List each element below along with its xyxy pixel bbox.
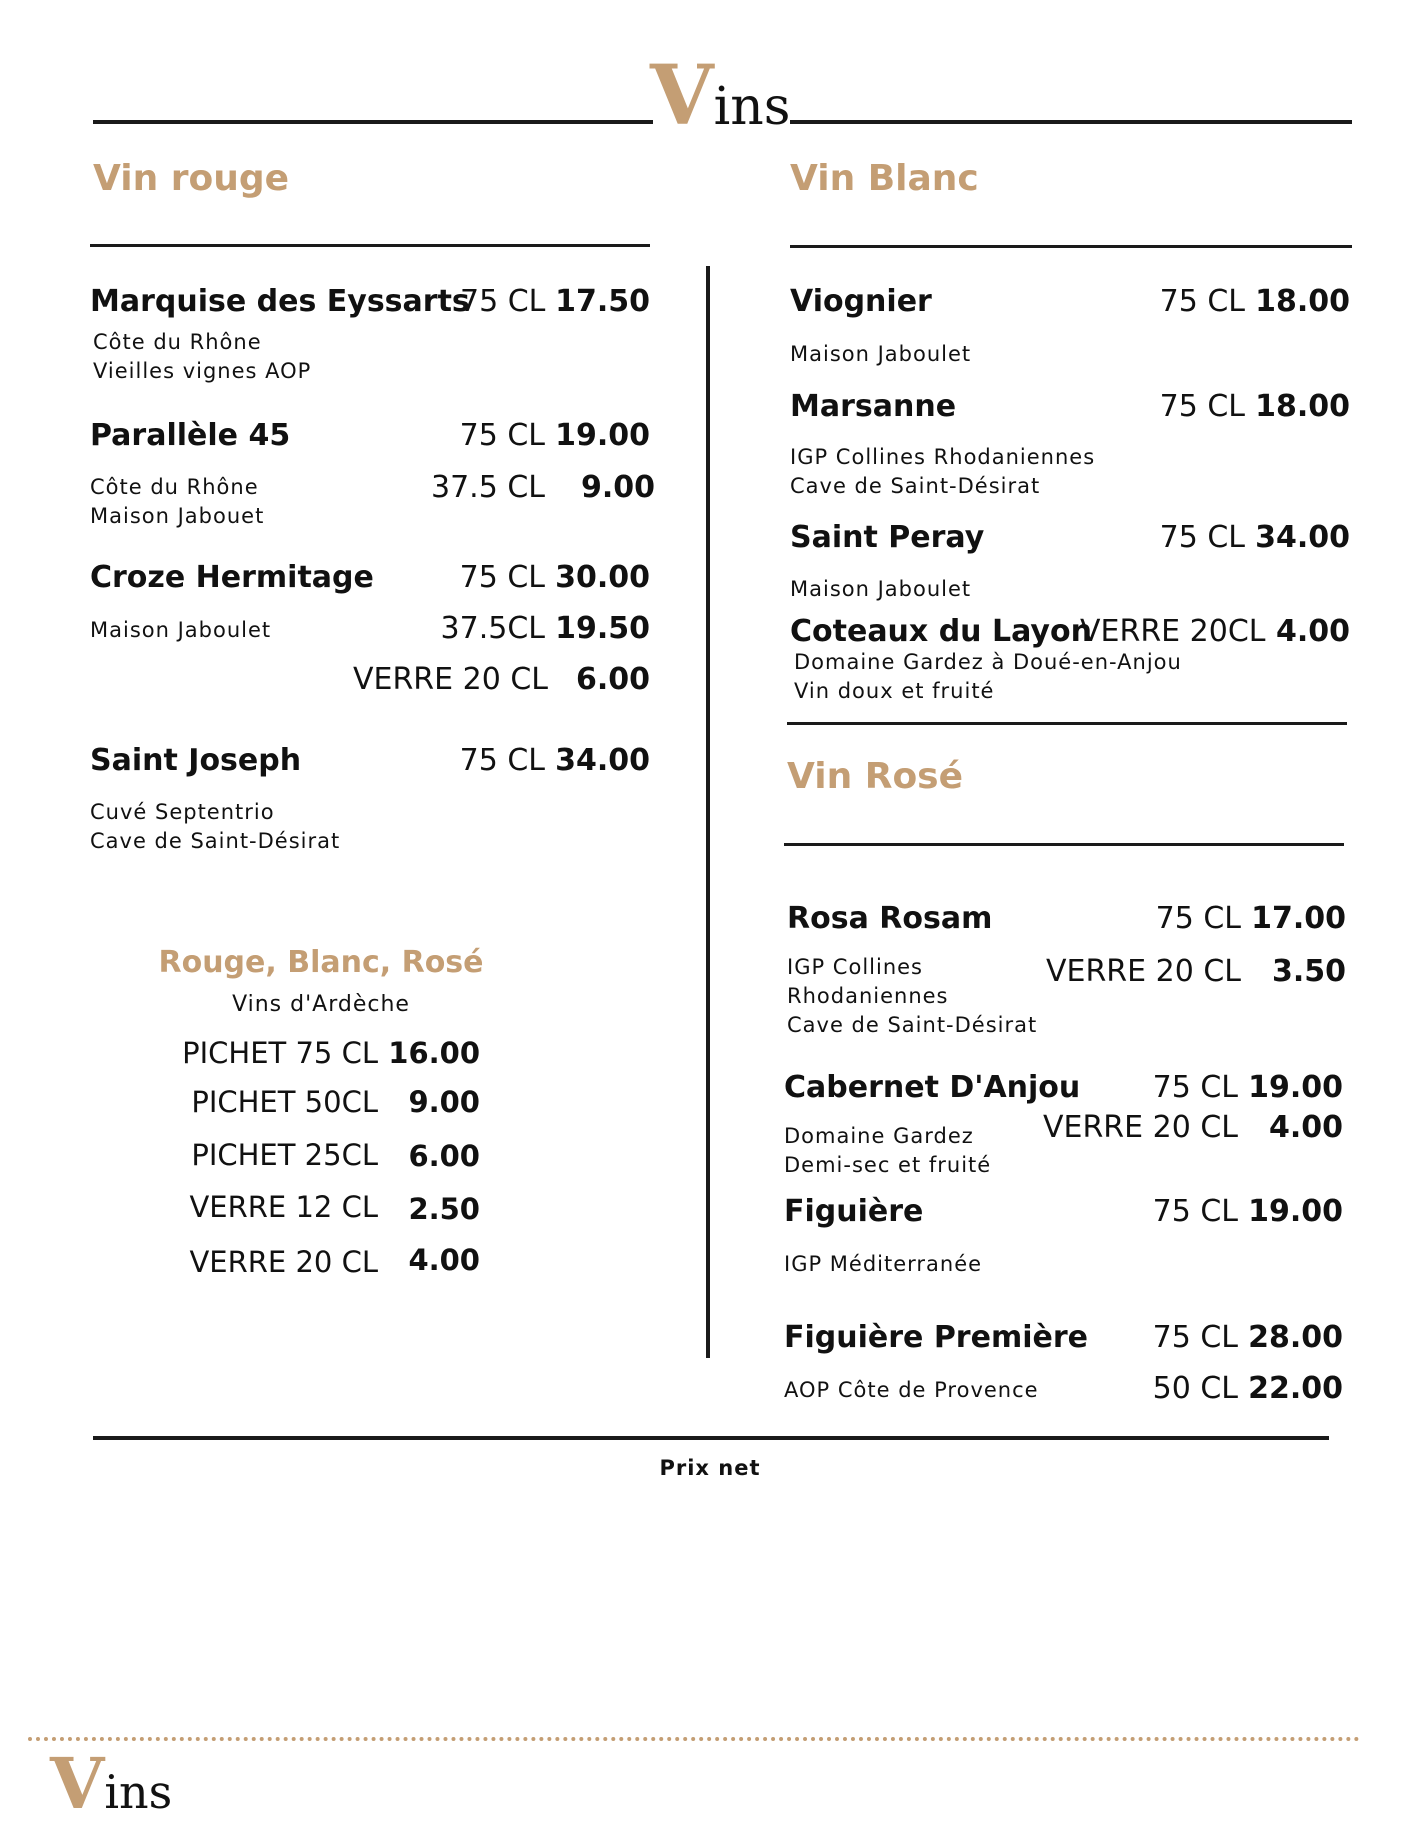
pichet-size: VERRE 12 CL [189, 1190, 378, 1224]
bottom-logo [50, 1742, 173, 1825]
wine-origin: Domaine Gardez [784, 1124, 974, 1148]
wine-origin: Rhodaniennes [787, 984, 949, 1008]
wine-size: 75 CL [459, 743, 545, 778]
wine-name: Saint Joseph [90, 743, 302, 778]
wine-name: Marquise des Eyssarts [90, 284, 470, 319]
bottom-logo-rest: ins [104, 1765, 173, 1819]
wine-origin: Cave de Saint-Désirat [90, 829, 341, 853]
vin-rose-rule [784, 843, 1344, 846]
footer-rule [93, 1436, 1329, 1440]
ardeche-subheading: Vins d'Ardèche [232, 992, 410, 1017]
wine-size: 75 CL [1159, 389, 1245, 424]
wine-price: 19.00 [1248, 1070, 1343, 1105]
page-title [650, 48, 791, 144]
pichet-price: 2.50 [408, 1192, 480, 1226]
title-rule-left [93, 120, 653, 124]
wine-name: Saint Peray [790, 520, 985, 555]
wine-name: Croze Hermitage [90, 560, 374, 595]
wine-size: VERRE 20 CL [1045, 954, 1241, 989]
footer-note: Prix net [659, 1456, 761, 1480]
wine-origin: Cuvé Septentrio [90, 800, 275, 824]
wine-origin: Vin doux et fruité [794, 679, 995, 703]
wine-size: 50 CL [1152, 1371, 1238, 1406]
vin-blanc-bottom-rule [787, 722, 1347, 725]
wine-origin: Maison Jaboulet [790, 342, 972, 366]
wine-origin: Demi-sec et fruité [784, 1153, 992, 1177]
wine-size: 75 CL [1159, 284, 1245, 319]
wine-size: 37.5 CL [431, 470, 545, 505]
vin-rose-heading: Vin Rosé [787, 756, 964, 797]
wine-size: 75 CL [460, 284, 546, 319]
wine-price: 22.00 [1248, 1371, 1343, 1406]
wine-price: 9.00 [580, 470, 655, 505]
wine-name: Rosa Rosam [787, 901, 993, 936]
wine-name: Parallèle 45 [90, 418, 291, 453]
wine-size: VERRE 20 CL [352, 662, 548, 697]
wine-price: 4.00 [1268, 1110, 1343, 1145]
wine-price: 30.00 [555, 560, 650, 595]
wine-origin: IGP Collines Rhodaniennes [790, 445, 1096, 469]
pichet-size: VERRE 20 CL [189, 1245, 378, 1279]
wine-price: 34.00 [1255, 520, 1350, 555]
wine-price: 18.00 [1255, 284, 1350, 319]
wine-size: 75 CL [459, 418, 545, 453]
wine-size: 75 CL [1152, 1070, 1238, 1105]
wine-price: 3.50 [1271, 954, 1346, 989]
wine-size: 75 CL [459, 560, 545, 595]
wine-origin: Côte du Rhône [93, 330, 262, 354]
wine-price: 17.50 [555, 284, 650, 319]
wine-price: 28.00 [1248, 1320, 1343, 1355]
wine-size: 75 CL [1159, 520, 1245, 555]
wine-size: 75 CL [1152, 1194, 1238, 1229]
wine-size: 75 CL [1155, 901, 1241, 936]
wine-price: 19.50 [555, 611, 650, 646]
wine-origin: Côte du Rhône [90, 475, 259, 499]
pichet-size: PICHET 50CL [191, 1085, 378, 1119]
pichet-price: 9.00 [408, 1085, 480, 1119]
wine-price: 4.00 [1275, 614, 1350, 649]
wine-name: Coteaux du Layon [790, 614, 1092, 649]
vin-rouge-rule [90, 244, 650, 247]
wine-origin: Vieilles vignes AOP [93, 359, 312, 383]
vin-blanc-heading: Vin Blanc [790, 158, 979, 199]
wine-price: 34.00 [555, 743, 650, 778]
wine-origin: AOP Côte de Provence [784, 1378, 1039, 1402]
title-rest: ins [713, 77, 791, 137]
wine-origin: Cave de Saint-Désirat [790, 474, 1041, 498]
wine-name: Marsanne [790, 389, 957, 424]
pichet-price: 4.00 [408, 1243, 480, 1277]
wine-name: Figuière Première [784, 1320, 1088, 1355]
wine-size: VERRE 20 CL [1042, 1110, 1238, 1145]
title-rule-right [790, 120, 1352, 124]
wine-price: 17.00 [1251, 901, 1346, 936]
wine-name: Figuière [784, 1194, 924, 1229]
pichet-price: 16.00 [388, 1036, 480, 1070]
wine-origin: Maison Jabouet [90, 504, 265, 528]
wine-origin: Maison Jaboulet [90, 618, 272, 642]
wine-price: 19.00 [555, 418, 650, 453]
vin-blanc-rule [790, 245, 1352, 248]
wine-origin: Maison Jaboulet [790, 577, 972, 601]
vin-rouge-heading: Vin rouge [93, 158, 290, 199]
wine-name: Cabernet D'Anjou [784, 1070, 1081, 1105]
wine-origin: IGP Méditerranée [784, 1252, 983, 1276]
wine-price: 19.00 [1248, 1194, 1343, 1229]
column-divider [706, 266, 710, 1358]
pichet-size: PICHET 25CL [191, 1138, 378, 1172]
wine-price: 18.00 [1255, 389, 1350, 424]
bottom-logo-initial: V [50, 1742, 105, 1825]
pichet-size: PICHET 75 CL [182, 1036, 378, 1070]
pichet-price: 6.00 [408, 1139, 480, 1173]
wine-origin: Cave de Saint-Désirat [787, 1013, 1038, 1037]
wine-size: VERRE 20CL [1080, 614, 1266, 649]
wine-price: 6.00 [575, 662, 650, 697]
bottom-dotted-rule [28, 1737, 1360, 1741]
wine-size: 37.5CL [440, 611, 545, 646]
wine-origin: Domaine Gardez à Doué-en-Anjou [794, 650, 1182, 674]
wine-size: 75 CL [1152, 1320, 1238, 1355]
wine-origin: IGP Collines [787, 955, 923, 979]
title-initial: V [650, 48, 714, 144]
ardeche-heading: Rouge, Blanc, Rosé [158, 945, 484, 980]
wine-name: Viognier [790, 284, 932, 319]
